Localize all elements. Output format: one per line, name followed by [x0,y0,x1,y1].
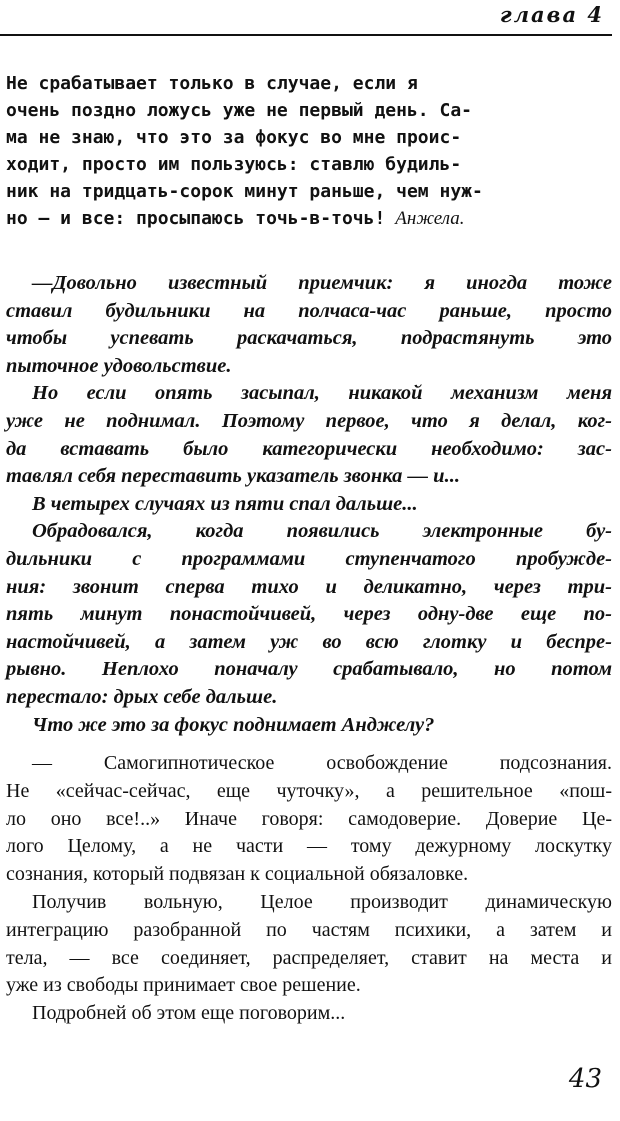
body-line: интеграцию разобранной по частям психики, а затем и [6,918,612,941]
commentary-line: да вставать было категорически необходимо: зас- [6,437,612,460]
page-header [0,0,620,38]
body-line: сознания, который подвязан к социальной обязаловке. [6,863,469,886]
body-line: лого Целому, а не части — тому дежурному лоскутку [6,835,612,858]
letter-line: ма не знаю, что это за фокус во мне проис- [6,127,462,148]
body-line: Не «сейчас-сейчас, еще чуточку», а решительное «пош- [6,779,612,802]
commentary-question: Что же это за фокус поднимает Анджелу? [32,713,435,736]
commentary-line: —Довольно известный приемчик: я иногда тоже [32,272,612,294]
letter-signature: Анжела. [395,208,465,229]
letter-line: Не срабатывает только в случае, если я [6,73,418,94]
body-line: ло оно все!..» Иначе говоря: самодоверие. Доверие Це- [6,807,612,830]
commentary-line: рывно. Неплохо поначалу срабатывало, но потом [6,658,612,681]
commentary-line: уже не поднимал. Поэтому первое, что я делал, ког- [6,409,612,432]
commentary-line: перестало: дрых себе дальше. [6,685,278,708]
body-line: тела, — все соединяет, распределяет, ставит на места и [6,946,612,969]
commentary-line: настойчивей, а затем уж во всю глотку и беспре- [6,630,612,653]
body-line: — Самогипнотическое освобождение подсознания. [32,752,612,774]
body-line: уже из свободы принимает свое решение. [6,974,361,997]
commentary-line: Обрадовался, когда появились электронные бу- [32,520,612,543]
commentary-line: дильники с программами ступенчатого пробужде- [6,547,612,570]
page-number: 43 [568,1064,602,1094]
letter-line: ходит, просто им пользуюсь: ставлю будиль- [6,154,462,175]
commentary-line: пыточное удовольствие. [6,354,232,377]
commentary-line: В четырех случаях из пяти спал дальше... [32,492,418,515]
letter-line: ник на тридцать-сорок минут раньше, чем нуж- [6,181,483,202]
author-commentary-block [6,270,612,739]
commentary-line: чтобы успевать раскачаться, подрастянуть это [6,327,612,350]
running-head: глава 4 [499,2,604,27]
header-rule [0,34,612,36]
commentary-line: ставил будильники на полчаса-час раньше, просто [6,299,612,322]
letter-line: очень поздно ложусь уже не первый день. Са- [6,100,472,121]
body-text-block [6,750,612,1028]
body-line: Получив вольную, Целое производит динамическую [32,890,612,913]
letter-line: но — и все: просыпаюсь точь-в-точь! Анжела. [6,205,612,232]
body-line: Подробней об этом еще поговорим... [32,1002,346,1025]
reader-letter-block [6,70,612,232]
commentary-line: тавлял себя переставить указатель звонка — и... [6,465,460,488]
commentary-line: пять минут понастойчивей, через одну-две еще по- [6,603,612,626]
commentary-line: ния: звонит сперва тихо и деликатно, через три- [6,575,612,598]
commentary-line: Но если опять засыпал, никакой механизм меня [32,382,612,405]
